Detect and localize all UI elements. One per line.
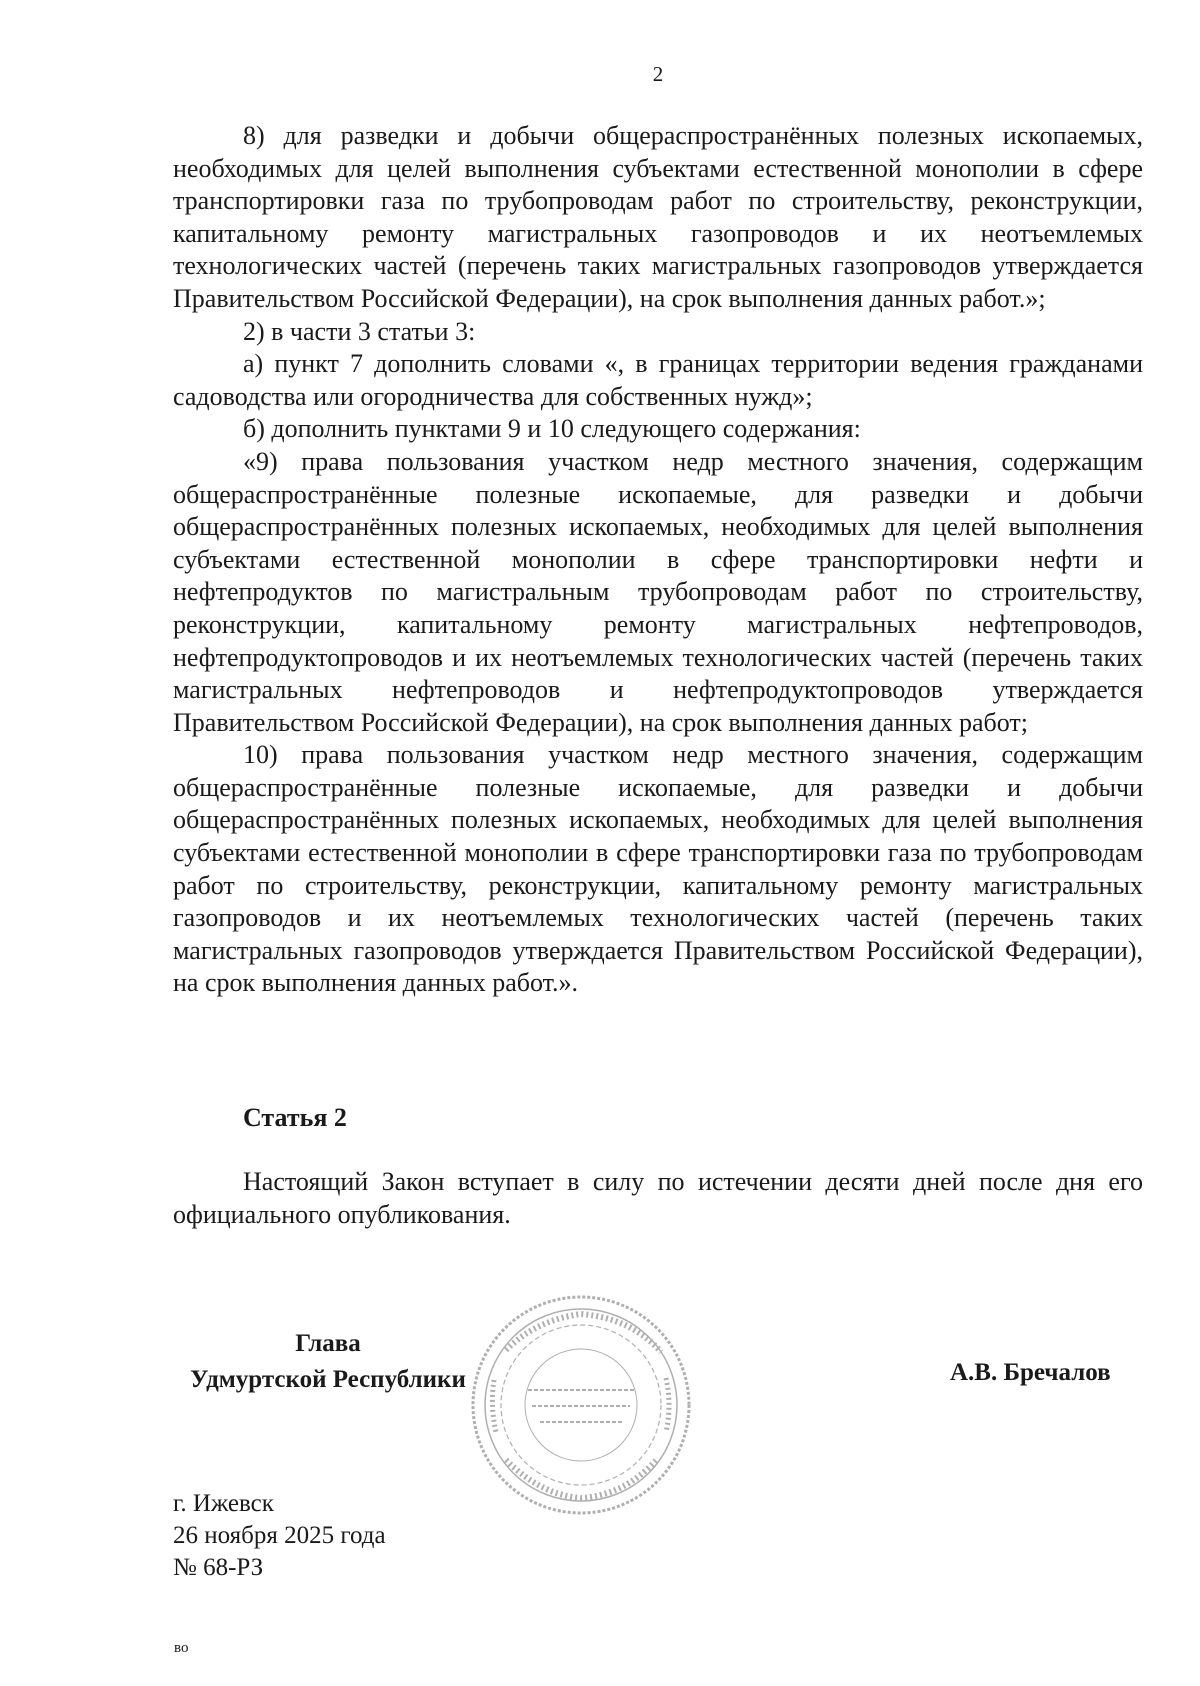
page-number: 2 bbox=[652, 62, 664, 86]
article-text: Настоящий Закон вступает в силу по истечении десяти дней после дня его официального опубликования. bbox=[173, 1167, 1143, 1229]
paragraph-item-9: «9) права пользования участком недр местного значения, содержащим общераспространённые полезные ископаемые, для разведки и добычи общераспространённых полезных ископаемых, необходимых для целей выполнения субъектами естественной монополии в сфере транспортировки нефти и нефтепродуктов по магистральным трубопроводам работ по строительству, реконструкции, капитальному ремонту магистральных нефтепроводов, нефтепродуктопроводов и их неотъемлемых технологических частей (перечень таких магистральных нефтепроводов и нефтепродуктопроводов утверждается Правительством Российской Федерации), на срок выполнения данных работ; bbox=[173, 446, 1143, 737]
article-heading: Статья 2 bbox=[243, 1103, 347, 1132]
signing-date: 26 ноября 2025 года bbox=[173, 1522, 386, 1549]
paragraph-item-8: 8) для разведки и добычи общераспространённых полезных ископаемых, необходимых для целей выполнения субъектами естественной монополии в сфере транспортировки газа по трубопроводам работ по строительству, реконструкции, капитальному ремонту магистральных газопроводов и их неотъемлемых технологических частей (перечень таких магистральных газопроводов утверждается Правительством Российской Федерации), на срок выполнения данных работ.»; bbox=[173, 121, 1143, 313]
official-seal-stamp bbox=[466, 1290, 696, 1520]
paragraph-subitem-b: б) дополнить пунктами 9 и 10 следующего содержания: bbox=[243, 414, 861, 444]
paragraph-item-2: 2) в части 3 статьи 3: bbox=[243, 316, 476, 346]
signatory-position-line2: Удмуртской Республики bbox=[190, 1366, 466, 1393]
paragraph-subitem-a: а) пункт 7 дополнить словами «, в границах территории ведения гражданами садоводства или огородничества для собственных нужд»; bbox=[173, 349, 1143, 411]
law-details bbox=[173, 1488, 386, 1584]
paragraph-item-10: 10) права пользования участком недр местного значения, содержащим общераспространённые полезные ископаемые, для разведки и добычи общераспространённых полезных ископаемых, необходимых для целей выполнения субъектами естественной монополии в сфере транспортировки газа по трубопроводам работ по строительству, реконструкции, капитальному ремонту магистральных газопроводов и их неотъемлемых технологических частей (перечень таких магистральных газопроводов утверждается Правительством Российской Федерации), на срок выполнения данных работ.». bbox=[173, 740, 1143, 998]
signatory-name: А.В. Бречалов bbox=[950, 1359, 1111, 1386]
signatory-position bbox=[168, 1326, 488, 1398]
place-of-signing: г. Ижевск bbox=[173, 1490, 274, 1517]
footer-mark: во bbox=[174, 1640, 189, 1656]
law-text bbox=[173, 120, 1143, 1000]
signatory-position-line1: Глава bbox=[295, 1330, 361, 1357]
law-number: № 68-РЗ bbox=[173, 1554, 264, 1581]
